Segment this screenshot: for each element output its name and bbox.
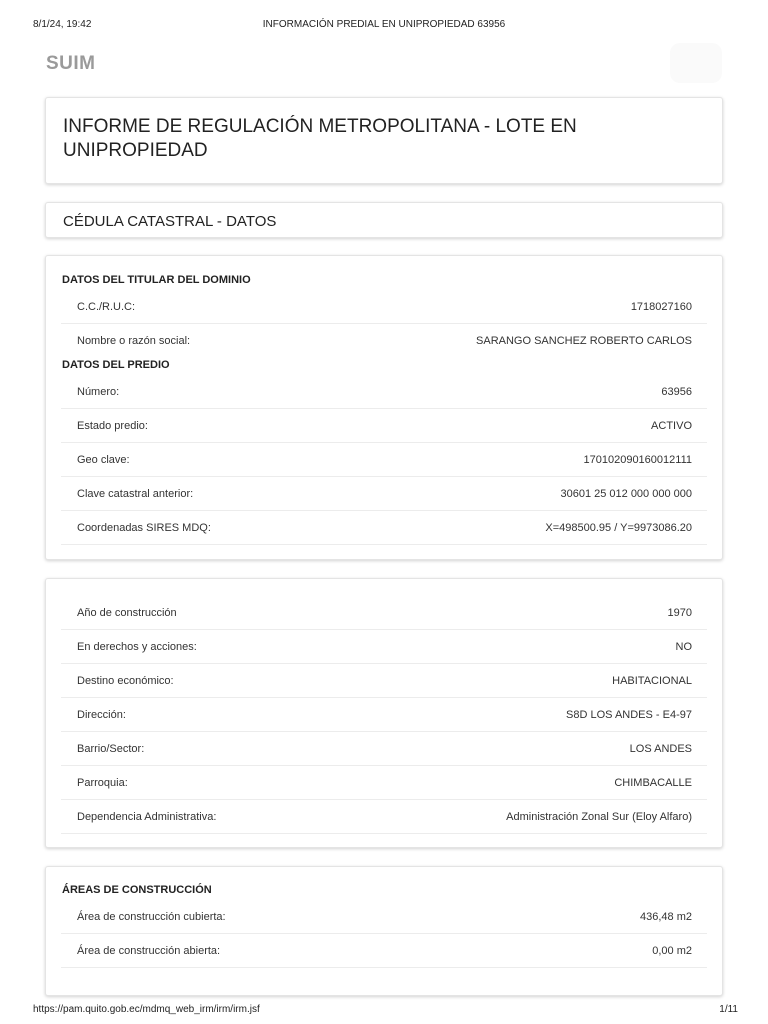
table-row — [61, 477, 707, 511]
row-label: Dirección: — [77, 709, 126, 721]
row-value: SARANGO SANCHEZ ROBERTO CARLOS — [476, 335, 692, 347]
menu-button[interactable] — [670, 43, 722, 83]
report-title-card — [45, 97, 723, 184]
row-label: Área de construcción cubierta: — [77, 911, 226, 923]
titular-predio-card — [45, 255, 723, 560]
row-value: 63956 — [661, 386, 692, 398]
row-value: NO — [675, 641, 692, 653]
row-label: Nombre o razón social: — [77, 335, 191, 347]
row-label: Destino económico: — [77, 675, 174, 687]
row-label: Coordenadas SIRES MDQ: — [77, 522, 211, 534]
row-value: 170102090160012111 — [583, 454, 692, 466]
areas-heading: ÁREAS DE CONSTRUCCIÓN — [62, 884, 212, 896]
row-value: X=498500.95 / Y=9973086.20 — [545, 522, 692, 534]
print-datetime: 8/1/24, 19:42 — [33, 19, 92, 30]
row-value: 1970 — [667, 607, 692, 619]
print-title: INFORMACIÓN PREDIAL EN UNIPROPIEDAD 63956 — [262, 19, 506, 30]
page-title: INFORME DE REGULACIÓN METROPOLITANA - LOTE EN UNIPROPIEDAD — [63, 116, 577, 161]
row-value: Administración Zonal Sur (Eloy Alfaro) — [506, 811, 692, 823]
table-row — [61, 900, 707, 934]
cedula-card — [45, 202, 723, 238]
table-row — [61, 732, 707, 766]
areas-card — [45, 866, 723, 996]
row-label: Clave catastral anterior: — [77, 488, 194, 500]
row-label: Número: — [77, 386, 120, 398]
print-footer — [0, 998, 768, 1024]
row-value: HABITACIONAL — [612, 675, 692, 687]
row-label: Parroquia: — [77, 777, 128, 789]
table-row — [61, 290, 707, 324]
row-value: S8D LOS ANDES - E4-97 — [566, 709, 692, 721]
row-value: 436,48 m2 — [640, 911, 692, 923]
table-row — [61, 596, 707, 630]
brand-logo[interactable]: SUIM — [46, 53, 96, 74]
table-row — [61, 800, 707, 834]
predio-heading: DATOS DEL PREDIO — [62, 359, 170, 371]
table-row — [61, 443, 707, 477]
row-value: ACTIVO — [651, 420, 692, 432]
row-value: LOS ANDES — [629, 743, 692, 755]
row-label: En derechos y acciones: — [77, 641, 197, 653]
table-row — [61, 409, 707, 443]
row-value: 30601 25 012 000 000 000 — [560, 488, 692, 500]
row-value: CHIMBACALLE — [614, 777, 692, 789]
row-label: C.C./R.U.C: — [77, 301, 136, 313]
row-label: Área de construcción abierta: — [77, 945, 221, 957]
table-row — [61, 630, 707, 664]
detalle-card — [45, 578, 723, 848]
row-label: Geo clave: — [77, 454, 130, 466]
table-row — [61, 664, 707, 698]
row-value: 1718027160 — [630, 301, 692, 313]
page-number: 1/11 — [719, 1004, 738, 1015]
table-row — [61, 324, 707, 358]
row-label: Barrio/Sector: — [77, 743, 145, 755]
row-label: Estado predio: — [77, 420, 148, 432]
table-row — [61, 375, 707, 409]
row-value: 0,00 m2 — [652, 945, 692, 957]
table-row — [61, 698, 707, 732]
titular-heading: DATOS DEL TITULAR DEL DOMINIO — [62, 274, 251, 286]
print-header — [0, 0, 768, 40]
row-label: Dependencia Administrativa: — [77, 811, 217, 823]
cedula-title: CÉDULA CATASTRAL - DATOS — [63, 213, 277, 230]
page-url: https://pam.quito.gob.ec/mdmq_web_irm/irm/irm.jsf — [33, 1004, 260, 1015]
table-row — [61, 511, 707, 545]
table-row — [61, 934, 707, 968]
row-label: Año de construcción — [77, 607, 177, 619]
table-row — [61, 766, 707, 800]
